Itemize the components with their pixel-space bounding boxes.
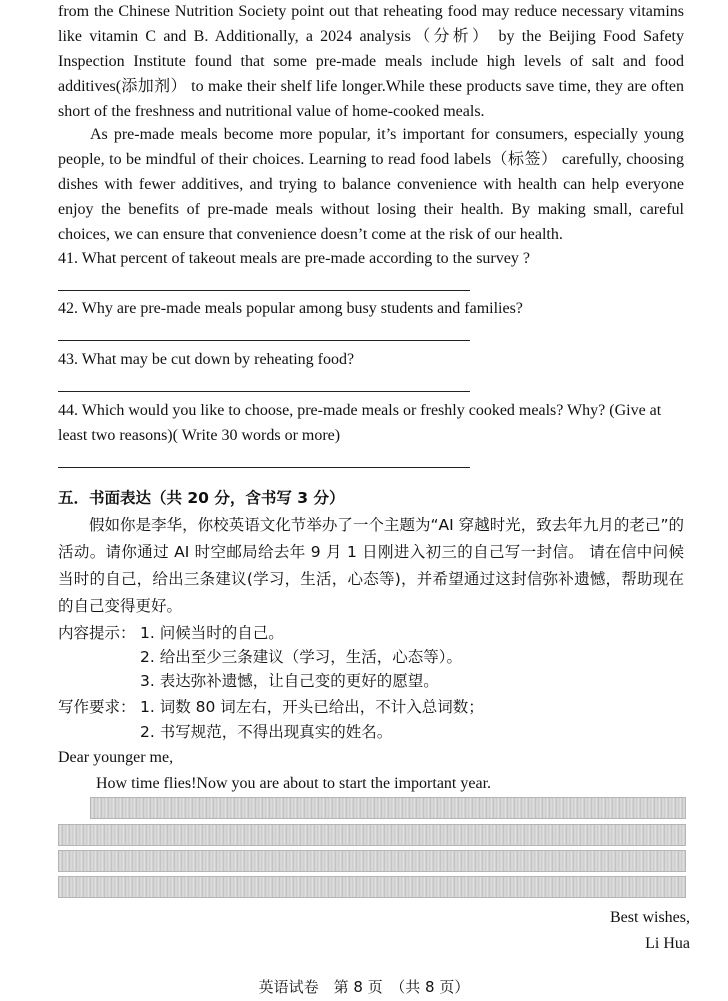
hint-item-2: 2. 给出至少三条建议（学习，生活，心态等）。 [140, 648, 462, 666]
writing-prompt: 假如你是李华，你校英语文化节举办了一个主题为“AI 穿越时光，致去年九月的老己”的活动。请你通过 AI 时空邮局给去年 9 月 1 日刚进入初三的自己写一封信。 请在信中问候当时的自己，给出三条建议(学习，生活，心态等)，并希望通过这封信弥补遗憾，帮助现在的自己变得更好。 [58, 516, 684, 615]
answer-line-42[interactable] [58, 340, 470, 341]
writing-area-line-4[interactable] [58, 876, 686, 898]
letter-closing: Best wishes, [610, 909, 690, 926]
article-paragraph-3-continued: from the Chinese Nutrition Society point out that reheating food may reduce necessary vitamins like vitamin C and B. Additionally, a 2024 analysis（分析） by the Beijing Food Safety Inspection Institute found that some pre-made meals include high levels of salt and food additives(添加剂） to make their shelf life longer.While these products save time, they are often short of the freshness and nutritional value of home-cooked meals. [58, 3, 684, 120]
hints-label: 内容提示： [58, 624, 136, 642]
question-44: 44. Which would you like to choose, pre-made meals or freshly cooked meals? Why? (Give at least two reasons)( Write 30 words or more) [58, 402, 662, 444]
article-paragraph-4: As pre-made meals become more popular, it’s important for consumers, especially young people, to be mindful of their choices. Learning to read food labels（标签） carefully, choosing dishes with fewer additives, and trying to balance convenience with health can help everyone enjoy the benefits of pre-made meals without losing their health. By making small, careful choices, we can ensure that convenience doesn’t come at the risk of our health. [58, 126, 684, 243]
answer-line-41[interactable] [58, 290, 470, 291]
writing-section-title: 五．书面表达（共 20 分，含书写 3 分） [58, 489, 345, 507]
requirement-item-2: 2. 书写规范，不得出现真实的姓名。 [140, 723, 393, 741]
question-42: 42. Why are pre-made meals popular among busy students and families? [58, 300, 523, 317]
requirement-item-1: 1. 词数 80 词左右，开头已给出，不计入总词数； [140, 698, 484, 716]
answer-line-44[interactable] [58, 467, 470, 468]
page-footer: 英语试卷 第 8 页 （共 8 页） [258, 978, 470, 996]
letter-signature: Li Hua [645, 935, 690, 952]
answer-line-43[interactable] [58, 391, 470, 392]
hint-item-3: 3. 表达弥补遗憾，让自己变的更好的愿望。 [140, 672, 439, 690]
letter-opening: How time flies!Now you are about to start the important year. [96, 775, 492, 792]
writing-area-line-2[interactable] [58, 824, 686, 846]
letter-greeting: Dear younger me, [58, 749, 174, 766]
question-41: 41. What percent of takeout meals are pre-made according to the survey ? [58, 250, 530, 267]
question-43: 43. What may be cut down by reheating food? [58, 351, 355, 368]
writing-area-line-1[interactable] [90, 797, 686, 819]
writing-area-line-3[interactable] [58, 850, 686, 872]
hint-item-1: 1. 问候当时的自己。 [140, 624, 284, 642]
requirements-label: 写作要求： [58, 698, 136, 716]
